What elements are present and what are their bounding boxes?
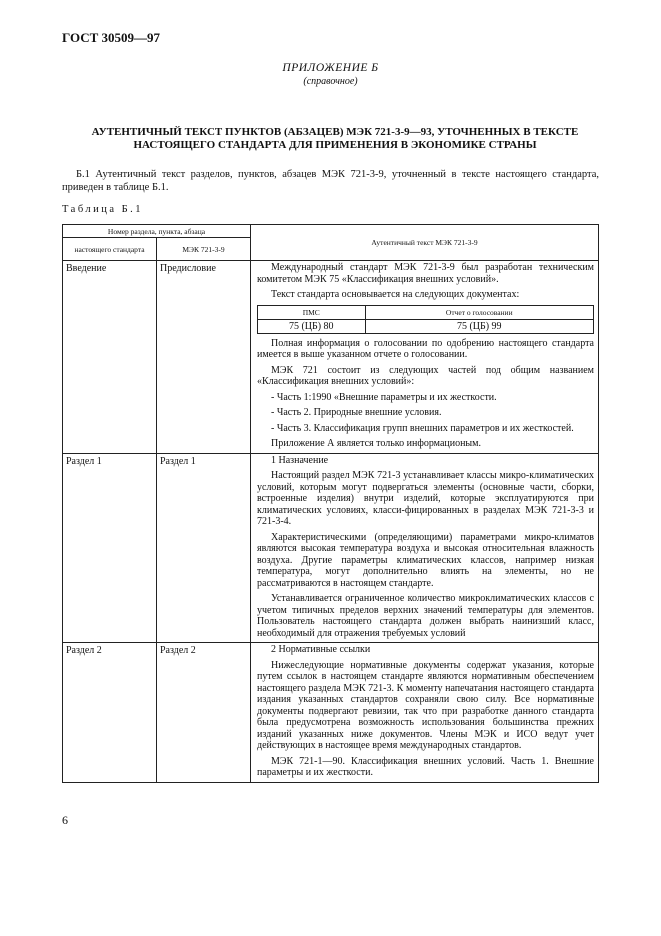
row-paragraph: - Часть 2. Природные внешние условия. (271, 407, 442, 418)
row-paragraph: МЭК 721 состоит из следующих частей под общим названием «Классификация внешних условий»: (257, 364, 594, 387)
row-paragraph: 1 Назначение (271, 454, 329, 466)
row-content (251, 261, 599, 454)
row-paragraph: Устанавливается ограниченное количество микроклиматических классов с учетом типичных пределов верхних значений температуры для элементов. Пользователь настоящего стандарта должен выбрать наинизший класс, необходимый для отражения требуемых условий (257, 593, 594, 639)
voting-header-report: Отчет о голосовании (365, 305, 593, 319)
intro-paragraph: Б.1 Аутентичный текст разделов, пунктов, абзацев МЭК 721-3-9, уточненный в тексте настоящего стандарта, приведен в таблице Б.1. (62, 169, 599, 193)
voting-value-report: 75 (ЦБ) 99 (365, 319, 593, 333)
main-table (62, 224, 599, 783)
row-paragraph: Приложение А является только информационым. (271, 438, 481, 449)
row-paragraph: 2 Нормативные ссылки (271, 644, 371, 655)
voting-header-pms: ПМС (258, 305, 366, 319)
row-col2: Раздел 1 (157, 453, 251, 643)
row-content (251, 643, 599, 783)
row-col1: Раздел 1 (63, 453, 157, 643)
page-number: 6 (62, 813, 68, 827)
header-col2: МЭК 721-3-9 (157, 238, 251, 261)
row-paragraph: Текст стандарта основывается на следующих документах: (271, 289, 520, 300)
header-group: Номер раздела, пункта, абзаца (63, 225, 251, 238)
row-content (251, 453, 599, 643)
table-row (63, 261, 599, 454)
row-paragraph: - Часть 1:1990 «Внешние параметры и их жесткости. (271, 391, 497, 403)
section-heading: АУТЕНТИЧНЫЙ ТЕКСТ ПУНКТОВ (АБЗАЦЕВ) МЭК 721-3-9—93, УТОЧНЕННЫХ В ТЕКСТЕ НАСТОЯЩЕГО СТАНДАРТА ДЛЯ ПРИМЕНЕНИЯ В ЭКОНОМИКЕ СТРАНЫ (91, 126, 579, 151)
table-caption: Таблица Б.1 (62, 204, 144, 215)
header-col1: настоящего стандарта (63, 238, 157, 261)
row-paragraph: - Часть 3. Классификация групп внешних параметров и их жесткостей. (271, 422, 574, 434)
row-col1: Раздел 2 (63, 643, 157, 783)
standard-number: ГОСТ 30509—97 (62, 30, 161, 45)
row-paragraph: Характеристическими (определяющими) параметрами микро-климатов являются высокая температура воздуха и высокая относительная влажность воздуха. Другие параметры климатических классов, например низкая температура, могут дополнительно влиять на элементы, но не рассматриваются в настоящем стандарте. (257, 531, 594, 589)
row-col2: Предисловие (157, 261, 251, 454)
row-paragraph: МЭК 721-1—90. Классификация внешних условий. Часть 1. Внешние параметры и их жесткости. (257, 755, 594, 778)
row-paragraph: Международный стандарт МЭК 721-3-9 был разработан техническим комитетом МЭК 75 «Классификация внешних условий». (257, 262, 594, 285)
appendix-title: ПРИЛОЖЕНИЕ Б (282, 62, 379, 74)
row-paragraph: Нижеследующие нормативные документы содержат указания, которые путем ссылок в настоящем стандарте являются нормативным обеспечением настоящего раздела МЭК 721-3. К моменту напечатания настоящего стандарта издания указанных стандартов сохраняли свою силу. Все нормативные документы подвергают ревизии, так что при разработке данного стандарта была предусмотрена возможность использования большинства прежних изданий указанных ниже документов. Члены МЭК и ИСО ведут учет действующих в настоящее время международных стандартов. (257, 659, 594, 751)
table-row (63, 453, 599, 643)
row-paragraph: Настоящий раздел МЭК 721-3 устанавливает классы микро-климатических условий, которым могут подвергаться элементы (основные части, сборки, встроенные изделия) внутри изделий, которые эксплуатируются при климатических условиях, класси-фицированных в разделах МЭК 721-3-3 и 721-3-4. (257, 470, 594, 527)
table-row (63, 643, 599, 783)
appendix-subtitle: (справочное) (303, 76, 358, 87)
voting-table (257, 305, 594, 334)
header-col3: Аутентичный текст МЭК 721-3-9 (251, 225, 599, 261)
row-col2: Раздел 2 (157, 643, 251, 783)
voting-value-pms: 75 (ЦБ) 80 (258, 319, 366, 333)
row-col1: Введение (63, 261, 157, 454)
row-paragraph: Полная информация о голосовании по одобрению настоящего стандарта имеется в выше указанном отчете о голосовании. (257, 337, 594, 360)
